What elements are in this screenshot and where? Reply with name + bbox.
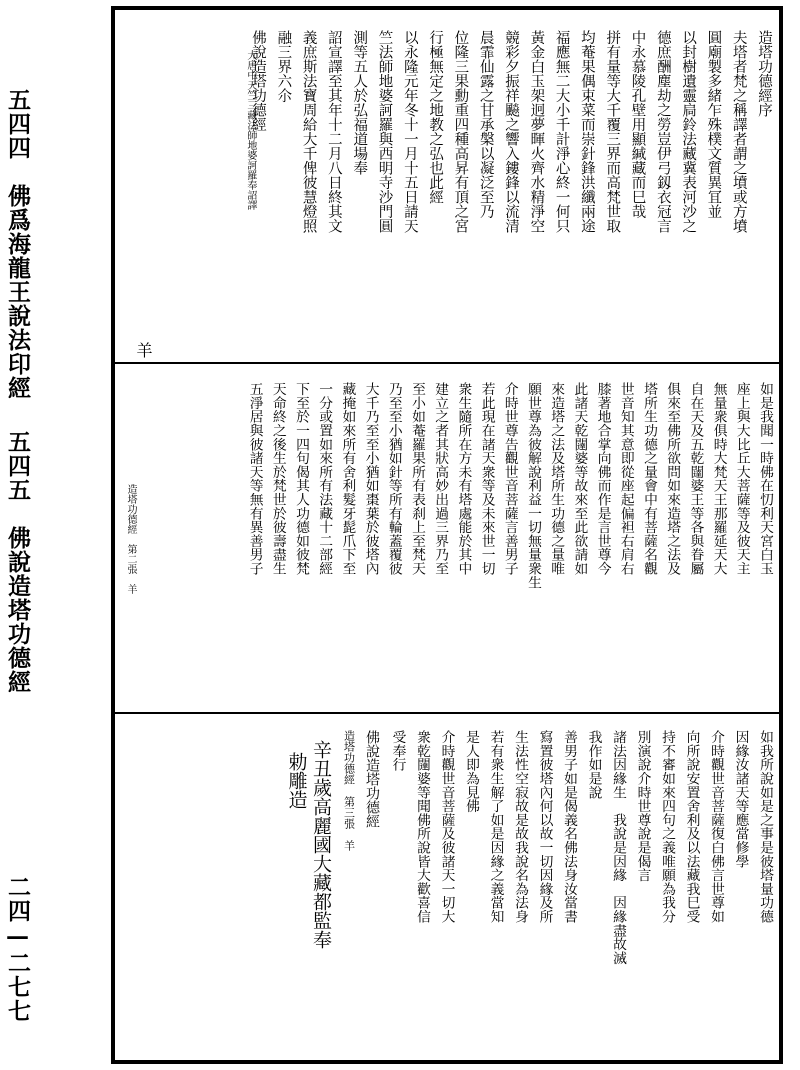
panel3-column: 諸法因緣生 我說是因緣 因緣盡故滅 — [610, 730, 626, 965]
panel1-column: 義庶斯法寶周給大千俾彼慧燈照 — [300, 30, 317, 233]
panel1-column: 圓廟製多緒乍殊樸文質異冝並 — [705, 30, 722, 219]
panel3-column: 別演說介時世尊說是偈言 — [634, 730, 651, 882]
panel2-column: 藏掩如來所有舍利髮牙髭爪下至 — [339, 382, 356, 576]
panel1-column: 以封樹遺靈扃鈴法藏冀表河沙之 — [680, 30, 697, 233]
panel2-column: 乃至至小猶如針等所有輪蓋覆彼 — [385, 382, 402, 576]
panel2-column: 無量衆俱時大梵天王那羅延天大 — [710, 382, 727, 576]
panel2-column: 來造塔之法及塔所生功德之量唯 — [548, 382, 565, 576]
margin-label-top: 五四四 佛爲海龍王說法印經 — [4, 88, 31, 400]
panel1-column: 融三界六尒 — [275, 30, 292, 103]
panel3-column: 勅雕造 — [285, 752, 308, 809]
panel2-column: 天命終之後生於梵世於彼壽盡生 — [269, 382, 286, 576]
panel2-column: 座上與大比丘大菩薩等及彼天主 — [733, 382, 750, 576]
panel3-column: 寫置彼塔內何以故一切因緣及所 — [536, 730, 553, 924]
panel2-column: 下至於一四句偈其人功德如彼梵 — [293, 382, 309, 576]
panel1-column: 夫塔者梵之稱譯者謂之墳或方墳 — [730, 30, 747, 233]
panel1-column: 競彩夕振祥飈之響入鏤鋒以流清 — [503, 30, 519, 233]
panel1-column: 佛說造塔功德經 — [250, 30, 266, 132]
panel3-column: 生法性空寂故是故我說名為法身 — [512, 730, 528, 924]
panel2-column: 如是我聞一時佛在忉利天宮白玉 — [757, 382, 773, 576]
panel3-column: 因緣汝諸天等應當修學 — [732, 730, 749, 868]
panel1-column: 位隆三果勳重四種高昇有頂之宮 — [452, 30, 469, 233]
margin-label-middle: 五四五 佛說造塔功德經 — [4, 430, 31, 694]
panel2-column: 自在天及五乾闥婆王等各與眷屬 — [687, 382, 704, 576]
panel3-column: 是人即為見佛 — [463, 730, 479, 813]
panel1-column: 竺法師地婆訶羅與西明寺沙門圓 — [376, 30, 393, 233]
panel3-column: 我作如是說 — [585, 730, 602, 799]
panel3-column: 善男子如是偈義名佛法身汝當書 — [561, 730, 577, 924]
panel2-column: 至小如菴羅果所有表刹上至梵天 — [409, 382, 425, 576]
panel3-column: 介時觀世音菩薩及彼諸天一切大 — [438, 730, 455, 924]
panel3-column: 受奉行 — [389, 730, 406, 772]
panel2-column: 膝著地合掌向佛而作是言世尊今 — [594, 382, 611, 576]
panel2-column: 若此現在諸天衆等及未來世一切 — [478, 382, 495, 576]
panel3-column: 介時觀世音菩薩復白佛言世尊如 — [708, 730, 724, 924]
panel1-column: 以永隆元年冬十一月十五日請天 — [401, 30, 418, 233]
margin-page-number: 二四—二七七 — [4, 875, 31, 1023]
panel2-column: 建立之者其狀高妙出過三界乃至 — [432, 382, 449, 576]
panel2-column: 一分或置如來所有法藏十二部經 — [316, 382, 333, 576]
panel3-column: 辛丑歲高麗國大藏都監奉 — [310, 740, 332, 949]
panel1-column: 拼有量等大千覆三界而高梵世取 — [604, 30, 621, 233]
panel3-column: 如我所說如是之事是彼塔量功德 — [757, 730, 773, 924]
panel3-column: 持不審如來四句之義唯願為我分 — [659, 730, 675, 924]
panel1-column: 造塔功德經序 — [756, 30, 772, 117]
panel2-column: 願世尊為彼解說利益一切無量衆生 — [525, 382, 541, 589]
panel2-column: 此諸天乾闥婆等故來至此欲請如 — [571, 382, 588, 576]
panel1-column: 中永慕陵孔壁用顯緘藏而巳哉 — [629, 30, 646, 219]
panel1-column: 福應無二大小千計淨心終一何只 — [553, 30, 570, 233]
panel-preface — [113, 8, 781, 364]
panel2-column: 塔所生功德之量會中有菩薩名觀 — [641, 382, 657, 576]
panel2-column: 俱來至佛所欲問如來造塔之法及 — [664, 382, 681, 576]
panel1-column: 詔宣譯至其年十二月八日終其文 — [325, 30, 342, 233]
panel-mark: 羊 — [134, 342, 153, 358]
panel3-column: 向所說安置舍利及以法藏我巳受 — [683, 730, 700, 924]
panel1-column: 黃金白玉架迥夢暉火齊水精淨空 — [528, 30, 545, 233]
panel2-column: 大千乃至至小猶如棗葉於彼塔內 — [362, 382, 379, 576]
panel1-column: 德庶酬塵劫之勞豈伊弓釼衣冠言 — [654, 30, 671, 233]
panel1-column: 晨霏仙露之甘承槃以凝泛至乃 — [477, 30, 494, 219]
panel-sutra-part2 — [113, 714, 781, 1062]
panel2-column: 世音知其意即從座起偏袒右肩右 — [617, 382, 634, 576]
panel1-column: 測等五人於弘福道場奉 — [351, 30, 368, 175]
panel1-column: 行極無定之地教之弘也此經 — [427, 30, 444, 204]
panel2-footer: 造塔功德經 第二張 羊 — [125, 484, 136, 594]
panel3-column: 佛說造塔功德經 — [364, 730, 380, 828]
panel1-column: 均菴果偶束菜而崇針鋒洪纖兩途 — [578, 30, 595, 233]
panel3-column: 造塔功德經 第三張 羊 — [342, 730, 356, 851]
panel-sutra-part1 — [113, 364, 781, 714]
panel3-column: 若有衆生解了如是因緣之義當知 — [487, 730, 504, 924]
panel2-column: 介時世尊告觀世音菩薩言善男子 — [501, 382, 518, 576]
panel2-column: 衆生隨所在方未有塔處能於其中 — [455, 382, 472, 576]
translator-note: 大唐中天竺三藏法師地婆訶羅奉詔譯 — [244, 50, 256, 210]
panel2-column: 五淨居與彼諸天等無有異善男子 — [246, 382, 263, 576]
panel3-column: 衆乾闥婆等聞佛所說皆大歡喜信 — [414, 730, 430, 924]
